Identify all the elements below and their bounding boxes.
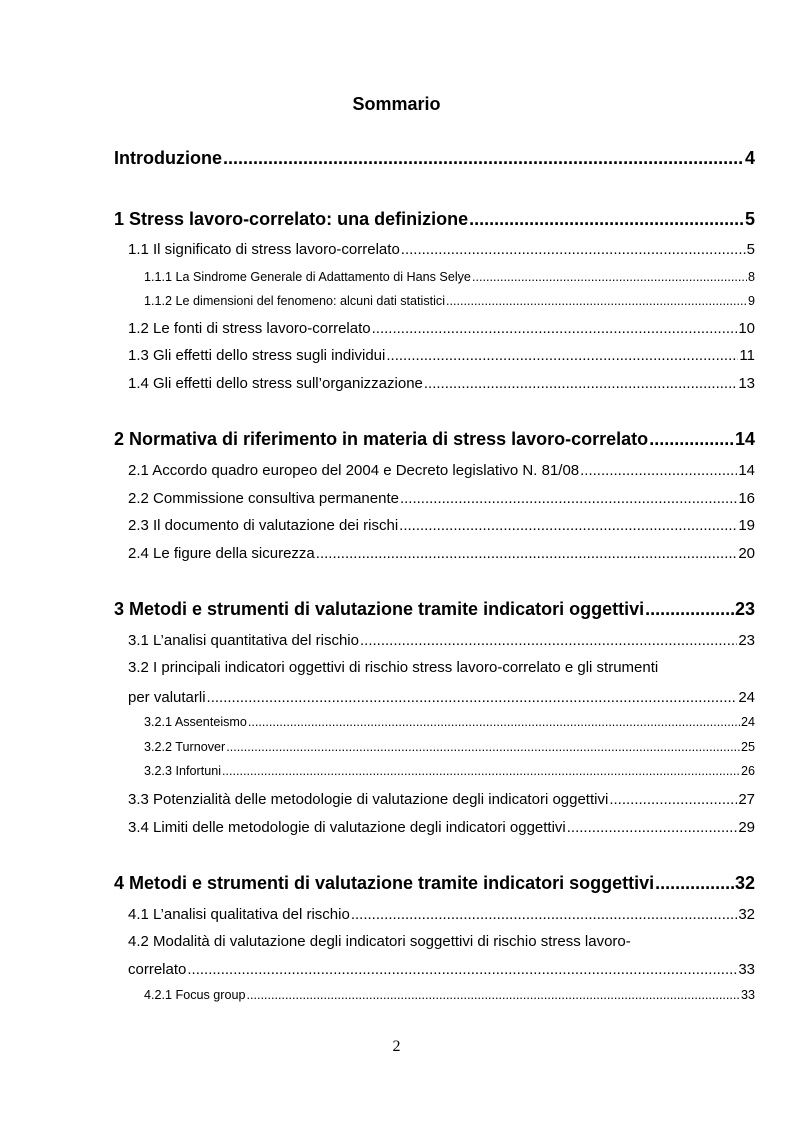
toc-page-number: 33 bbox=[738, 961, 755, 978]
toc-title: Sommario bbox=[352, 94, 441, 114]
toc-page-number: 8 bbox=[747, 270, 755, 284]
leader-dots bbox=[567, 819, 738, 836]
toc-entry-text: 3.3 Potenzialità delle metodologie di valutazione degli indicatori oggettivi bbox=[128, 791, 609, 808]
leader-dots bbox=[655, 873, 734, 894]
toc-entry-text: 4.1 L’analisi qualitativa del rischio bbox=[128, 906, 350, 923]
toc-page-number: 24 bbox=[740, 715, 755, 729]
toc-page-number: 14 bbox=[738, 462, 755, 479]
toc-page-number: 16 bbox=[738, 490, 755, 507]
toc-entry-section[interactable] bbox=[128, 462, 755, 479]
toc-entry-subsection[interactable] bbox=[144, 270, 755, 284]
toc-entry-text: 2 Normativa di riferimento in materia di stress lavoro-correlato bbox=[114, 429, 649, 449]
toc-entry-text: 2.1 Accordo quadro europeo del 2004 e Decreto legislativo N. 81/08 bbox=[128, 462, 580, 479]
toc-page-number: 10 bbox=[738, 320, 755, 337]
toc-entry-subsection[interactable] bbox=[144, 715, 755, 729]
toc-page-number: 19 bbox=[738, 517, 755, 534]
leader-dots bbox=[400, 490, 737, 507]
toc-entry-text: 1.3 Gli effetti dello stress sugli individui bbox=[128, 347, 386, 364]
leader-dots bbox=[222, 764, 740, 778]
toc-entry-chapter[interactable] bbox=[114, 429, 755, 450]
leader-dots bbox=[316, 545, 738, 562]
leader-dots bbox=[399, 517, 737, 534]
leader-dots bbox=[351, 906, 738, 923]
toc-page-number: 25 bbox=[740, 740, 755, 754]
leader-dots bbox=[580, 462, 737, 479]
leader-dots bbox=[472, 270, 747, 284]
toc-page-number: 11 bbox=[739, 347, 755, 364]
toc-page-number: 29 bbox=[738, 819, 755, 836]
leader-dots bbox=[469, 209, 744, 230]
toc-page-number: 5 bbox=[746, 241, 755, 258]
toc-entry-text: 1.4 Gli effetti dello stress sull’organizzazione bbox=[128, 375, 423, 392]
leader-dots bbox=[187, 961, 737, 978]
toc-page-number: 14 bbox=[734, 429, 755, 449]
toc-page-number: 13 bbox=[738, 375, 755, 392]
leader-dots bbox=[401, 241, 746, 258]
toc-entry-section[interactable] bbox=[128, 906, 755, 923]
toc-entry-subsection[interactable] bbox=[144, 988, 755, 1002]
toc-entry-text: 1.2 Le fonti di stress lavoro-correlato bbox=[128, 320, 371, 337]
leader-dots bbox=[446, 294, 747, 308]
toc-entry-section-continuation[interactable] bbox=[128, 689, 755, 706]
toc-entry-text: 3.2.1 Assenteismo bbox=[144, 715, 247, 729]
toc-entry-chapter[interactable] bbox=[114, 148, 755, 169]
toc-entry-section[interactable] bbox=[128, 490, 755, 507]
toc-entry-text: 3.2.3 Infortuni bbox=[144, 764, 222, 778]
toc-entry-text: 3 Metodi e strumenti di valutazione tramite indicatori oggettivi bbox=[114, 599, 645, 619]
toc-entry-text: per valutarli bbox=[128, 689, 206, 706]
toc-entry-subsection[interactable] bbox=[144, 294, 755, 308]
toc-page-number: 20 bbox=[738, 545, 755, 562]
toc-entry-section[interactable] bbox=[128, 545, 755, 562]
leader-dots bbox=[424, 375, 737, 392]
toc-entry-text: 3.1 L’analisi quantitativa del rischio bbox=[128, 632, 359, 649]
toc-entry-section[interactable] bbox=[128, 241, 755, 258]
toc-entry-section[interactable] bbox=[128, 347, 755, 364]
toc-page-number: 4 bbox=[744, 148, 755, 168]
toc-page-number: 24 bbox=[738, 689, 755, 706]
toc-entry-section-line[interactable]: 4.2 Modalità di valutazione degli indicatori soggettivi di rischio stress lavoro- bbox=[128, 933, 631, 950]
toc-entry-text: 2.2 Commissione consultiva permanente bbox=[128, 490, 399, 507]
toc-entry-text: 2.3 Il documento di valutazione dei rischi bbox=[128, 517, 399, 534]
toc-entry-section[interactable] bbox=[128, 320, 755, 337]
toc-page-number: 26 bbox=[740, 764, 755, 778]
leader-dots bbox=[645, 599, 734, 620]
leader-dots bbox=[386, 347, 738, 364]
toc-page-number: 33 bbox=[740, 988, 755, 1002]
toc-entry-text: 1.1.1 La Sindrome Generale di Adattamento di Hans Selye bbox=[144, 270, 471, 284]
toc-page-number: 27 bbox=[738, 791, 755, 808]
toc-page-number: 23 bbox=[734, 599, 755, 619]
toc-entry-text: 4.2.1 Focus group bbox=[144, 988, 246, 1002]
toc-entry-section[interactable] bbox=[128, 791, 755, 808]
toc-entry-text: 1 Stress lavoro-correlato: una definizione bbox=[114, 209, 469, 229]
toc-page-number: 23 bbox=[738, 632, 755, 649]
leader-dots bbox=[360, 632, 737, 649]
toc-entry-chapter[interactable] bbox=[114, 873, 755, 894]
toc-entry-text: 2.4 Le figure della sicurezza bbox=[128, 545, 315, 562]
toc-entry-section-continuation[interactable] bbox=[128, 961, 755, 978]
toc-entry-subsection[interactable] bbox=[144, 740, 755, 754]
toc-entry-section[interactable] bbox=[128, 819, 755, 836]
toc-page-number: 32 bbox=[738, 906, 755, 923]
toc-page-number: 9 bbox=[747, 294, 755, 308]
toc-page-number: 5 bbox=[744, 209, 755, 229]
toc-entry-section-line[interactable]: 3.2 I principali indicatori oggettivi di rischio stress lavoro-correlato e gli strumenti bbox=[128, 659, 659, 676]
leader-dots bbox=[223, 148, 744, 169]
leader-dots bbox=[649, 429, 734, 450]
toc-entry-text: 3.4 Limiti delle metodologie di valutazione degli indicatori oggettivi bbox=[128, 819, 566, 836]
toc-entry-text: Introduzione bbox=[114, 148, 222, 168]
leader-dots bbox=[609, 791, 737, 808]
toc-entry-text: 1.1.2 Le dimensioni del fenomeno: alcuni dati statistici bbox=[144, 294, 446, 308]
toc-page-number: 32 bbox=[734, 873, 755, 893]
leader-dots bbox=[248, 715, 740, 729]
toc-entry-text: 3.2.2 Turnover bbox=[144, 740, 226, 754]
toc-entry-subsection[interactable] bbox=[144, 764, 755, 778]
toc-entry-section[interactable] bbox=[128, 632, 755, 649]
toc-entry-section[interactable] bbox=[128, 517, 755, 534]
toc-entry-section[interactable] bbox=[128, 375, 755, 392]
leader-dots bbox=[226, 740, 740, 754]
toc-entry-text: 1.1 Il significato di stress lavoro-correlato bbox=[128, 241, 400, 258]
toc-entry-text: correlato bbox=[128, 961, 187, 978]
toc-entry-chapter[interactable] bbox=[114, 209, 755, 230]
toc-entry-chapter[interactable] bbox=[114, 599, 755, 620]
page-number: 2 bbox=[392, 1038, 401, 1055]
toc-entry-text: 4 Metodi e strumenti di valutazione tramite indicatori soggettivi bbox=[114, 873, 655, 893]
leader-dots bbox=[207, 689, 738, 706]
leader-dots bbox=[372, 320, 738, 337]
leader-dots bbox=[247, 988, 740, 1002]
